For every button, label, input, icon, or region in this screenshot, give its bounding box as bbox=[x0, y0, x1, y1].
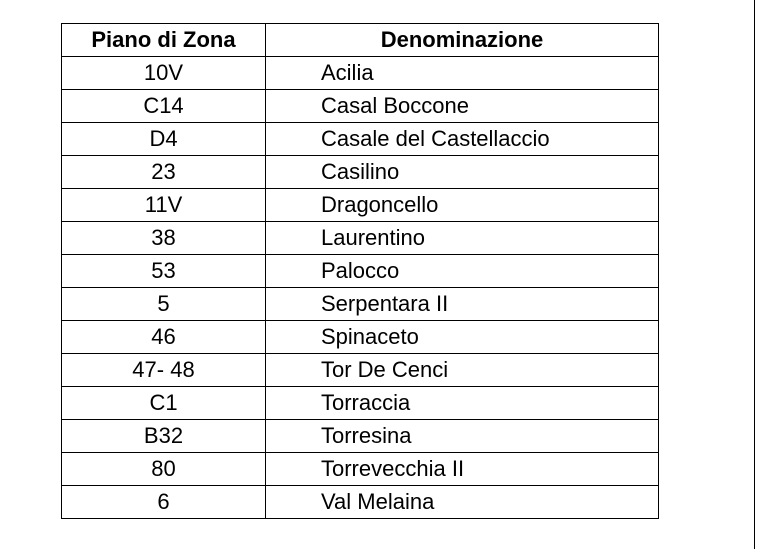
table-row bbox=[62, 255, 659, 288]
table-row bbox=[62, 420, 659, 453]
table-header-row bbox=[62, 24, 659, 57]
zone-name-cell: Casal Boccone bbox=[266, 90, 659, 123]
header-piano-di-zona: Piano di Zona bbox=[62, 24, 266, 57]
table-row bbox=[62, 90, 659, 123]
zone-name-cell: Laurentino bbox=[266, 222, 659, 255]
table-row bbox=[62, 189, 659, 222]
table-row bbox=[62, 387, 659, 420]
table-row bbox=[62, 354, 659, 387]
zone-name-cell: Torrevecchia II bbox=[266, 453, 659, 486]
zone-name-cell: Val Melaina bbox=[266, 486, 659, 519]
zone-name-cell: Serpentara II bbox=[266, 288, 659, 321]
zone-code-cell: 53 bbox=[62, 255, 266, 288]
page-edge-rule bbox=[754, 0, 755, 549]
zone-name-cell: Torraccia bbox=[266, 387, 659, 420]
table-row bbox=[62, 57, 659, 90]
zone-code-cell: 6 bbox=[62, 486, 266, 519]
zone-name-cell: Palocco bbox=[266, 255, 659, 288]
table-row bbox=[62, 288, 659, 321]
zone-code-cell: 38 bbox=[62, 222, 266, 255]
zone-name-cell: Dragoncello bbox=[266, 189, 659, 222]
zone-name-cell: Acilia bbox=[266, 57, 659, 90]
table-row bbox=[62, 486, 659, 519]
zone-name-cell: Casale del Castellaccio bbox=[266, 123, 659, 156]
zone-code-cell: 46 bbox=[62, 321, 266, 354]
zone-code-cell: 5 bbox=[62, 288, 266, 321]
zone-code-cell: 47- 48 bbox=[62, 354, 266, 387]
zone-name-cell: Casilino bbox=[266, 156, 659, 189]
zone-name-cell: Tor De Cenci bbox=[266, 354, 659, 387]
table-row bbox=[62, 453, 659, 486]
zone-code-cell: C1 bbox=[62, 387, 266, 420]
zone-table bbox=[61, 23, 659, 519]
header-denominazione: Denominazione bbox=[266, 24, 659, 57]
table-row bbox=[62, 123, 659, 156]
zone-code-cell: 10V bbox=[62, 57, 266, 90]
zone-code-cell: 23 bbox=[62, 156, 266, 189]
zone-code-cell: B32 bbox=[62, 420, 266, 453]
table-row bbox=[62, 222, 659, 255]
table-body bbox=[62, 57, 659, 519]
zone-code-cell: 80 bbox=[62, 453, 266, 486]
table-row bbox=[62, 321, 659, 354]
zone-code-cell: 11V bbox=[62, 189, 266, 222]
table-row bbox=[62, 156, 659, 189]
zone-code-cell: D4 bbox=[62, 123, 266, 156]
zone-name-cell: Spinaceto bbox=[266, 321, 659, 354]
zone-name-cell: Torresina bbox=[266, 420, 659, 453]
zone-code-cell: C14 bbox=[62, 90, 266, 123]
